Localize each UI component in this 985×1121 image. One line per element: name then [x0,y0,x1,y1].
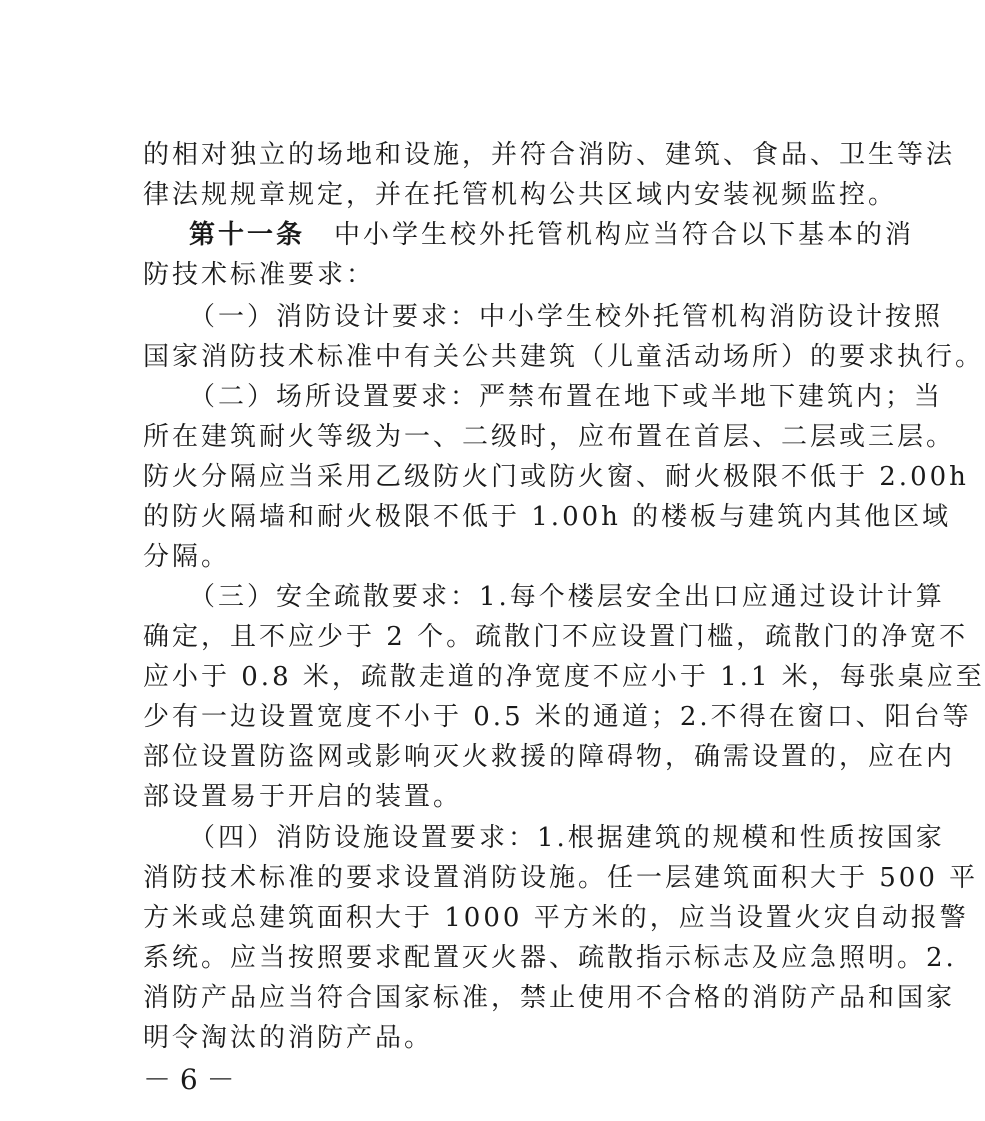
text-line: 分隔。 [143,542,231,572]
text-line: 防技术标准要求： [143,260,376,290]
text-line: 方米或总建筑面积大于 1000 平方米的，应当设置火灾自动报警 [143,903,969,933]
text-line: 应小于 0.8 米，疏散走道的净宽度不应小于 1.1 米，每张桌应至 [143,662,985,692]
text-line: 系统。应当按照要求配置灭火器、疏散指示标志及应急照明。2. [143,943,957,973]
text-line: 防火分隔应当采用乙级防火门或防火窗、耐火极限不低于 2.00h [143,462,969,492]
article-text: 中小学生校外托管机构应当符合以下基本的消 [334,220,915,250]
text-line: 部位设置防盗网或影响灭火救援的障碍物，确需设置的，应在内 [143,742,956,772]
text-line: 律法规规章规定，并在托管机构公共区域内安装视频监控。 [143,180,898,210]
text-line: 的相对独立的场地和设施，并符合消防、建筑、食品、卫生等法 [143,140,956,170]
text-line: 确定，且不应少于 2 个。疏散门不应设置门槛，疏散门的净宽不 [143,622,969,652]
article-heading: 第十一条 [189,220,306,250]
text-line: 明令淘汰的消防产品。 [143,1023,434,1053]
text-line: 国家消防技术标准中有关公共建筑（儿童活动场所）的要求执行。 [143,342,985,372]
article-paragraph [189,215,915,255]
text-line: （一）消防设计要求：中小学生校外托管机构消防设计按照 [189,302,944,332]
text-line: （二）场所设置要求：严禁布置在地下或半地下建筑内；当 [189,382,944,412]
text-line: 少有一边设置宽度不小于 0.5 米的通道；2.不得在窗口、阳台等 [143,702,972,732]
text-line: 的防火隔墙和耐火极限不低于 1.00h 的楼板与建筑内其他区域 [143,502,952,532]
text-line: 消防技术标准的要求设置消防设施。任一层建筑面积大于 500 平 [143,863,979,893]
text-line: 消防产品应当符合国家标准，禁止使用不合格的消防产品和国家 [143,983,956,1013]
text-line: 部设置易于开启的装置。 [143,782,463,812]
text-line: 所在建筑耐火等级为一、二级时，应布置在首层、二层或三层。 [143,422,956,452]
page-number: － 6 － [143,1063,235,1096]
text-line: （四）消防设施设置要求：1.根据建筑的规模和性质按国家 [189,823,945,853]
text-line: （三）安全疏散要求：1.每个楼层安全出口应通过设计计算 [189,582,945,612]
